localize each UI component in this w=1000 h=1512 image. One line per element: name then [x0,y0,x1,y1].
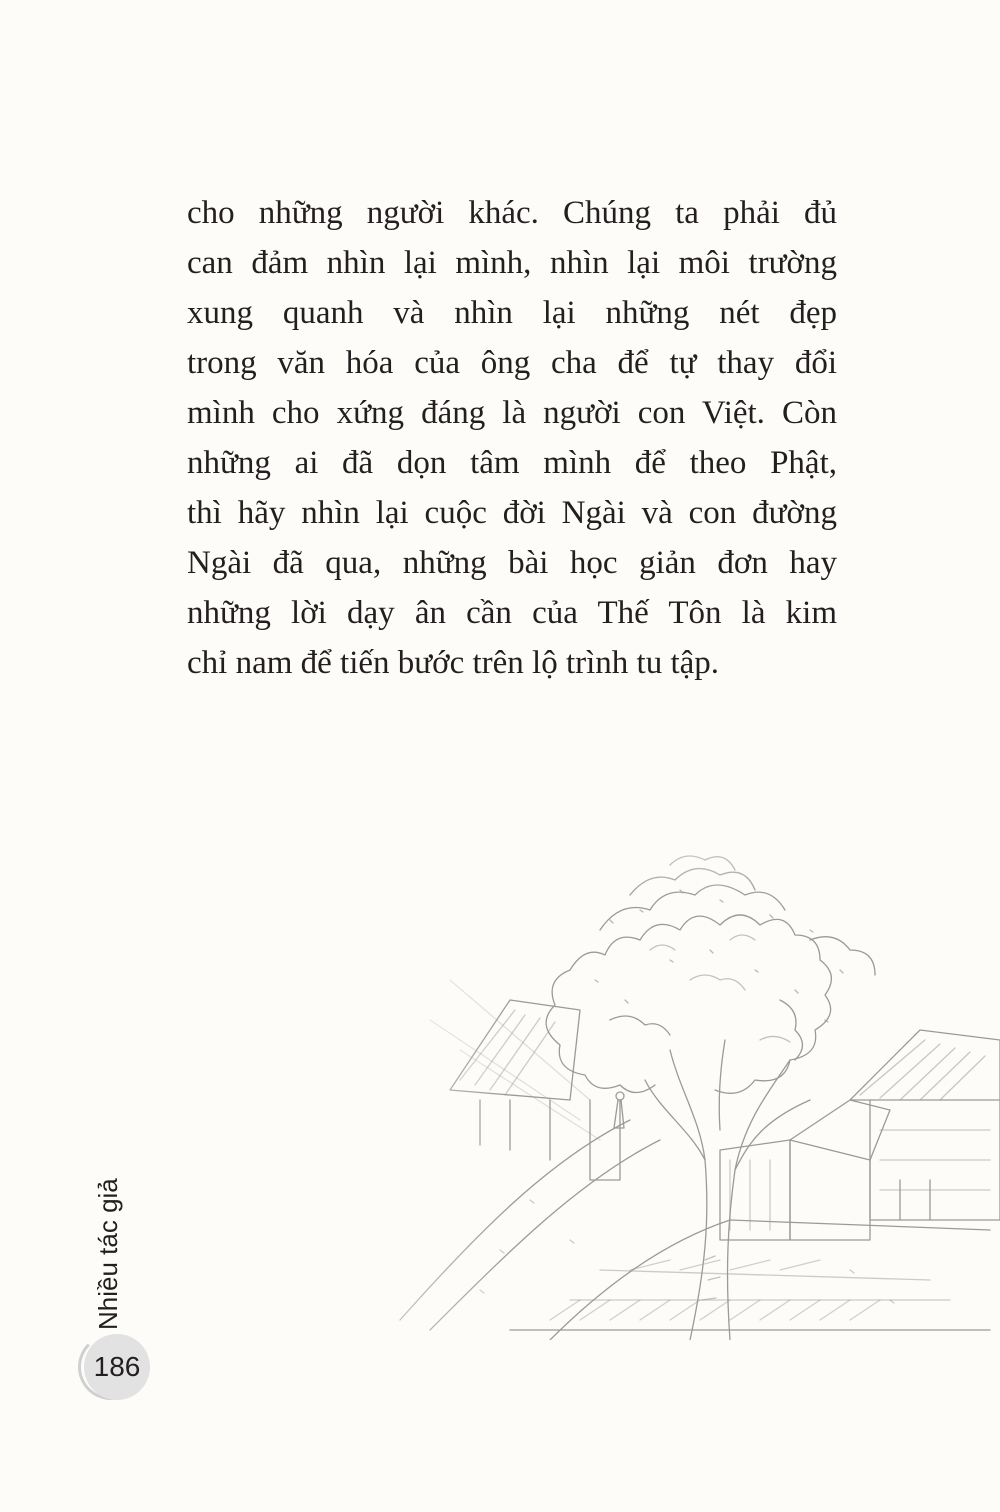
author-side-label [88,1150,128,1330]
page-number: 186 [93,1351,141,1382]
text-line: can đảm nhìn lại mình, nhìn lại môi trường [187,245,837,281]
text-line: chỉ nam để tiến bước trên lộ trình tu tập. [187,645,720,681]
author-label-text: Nhiều tác giả [93,1178,123,1330]
text-line: Ngài đã qua, những bài học giản đơn hay [187,545,837,581]
text-line: thì hãy nhìn lại cuộc đời Ngài và con đường [187,495,837,531]
text-line: những lời dạy ân cần của Thế Tôn là kim [187,595,837,631]
text-line: xung quanh và nhìn lại những nét đẹp [187,295,837,331]
body-paragraph [187,188,837,688]
text-line: trong văn hóa của ông cha để tự thay đổi [187,345,837,381]
tree-village-sketch-icon [250,800,1000,1340]
page-number-badge [66,1334,162,1400]
text-line: những ai đã dọn tâm mình để theo Phật, [187,445,837,481]
text-line: cho những người khác. Chúng ta phải đủ [187,195,837,231]
text-line: mình cho xứng đáng là người con Việt. Còn [187,395,837,431]
